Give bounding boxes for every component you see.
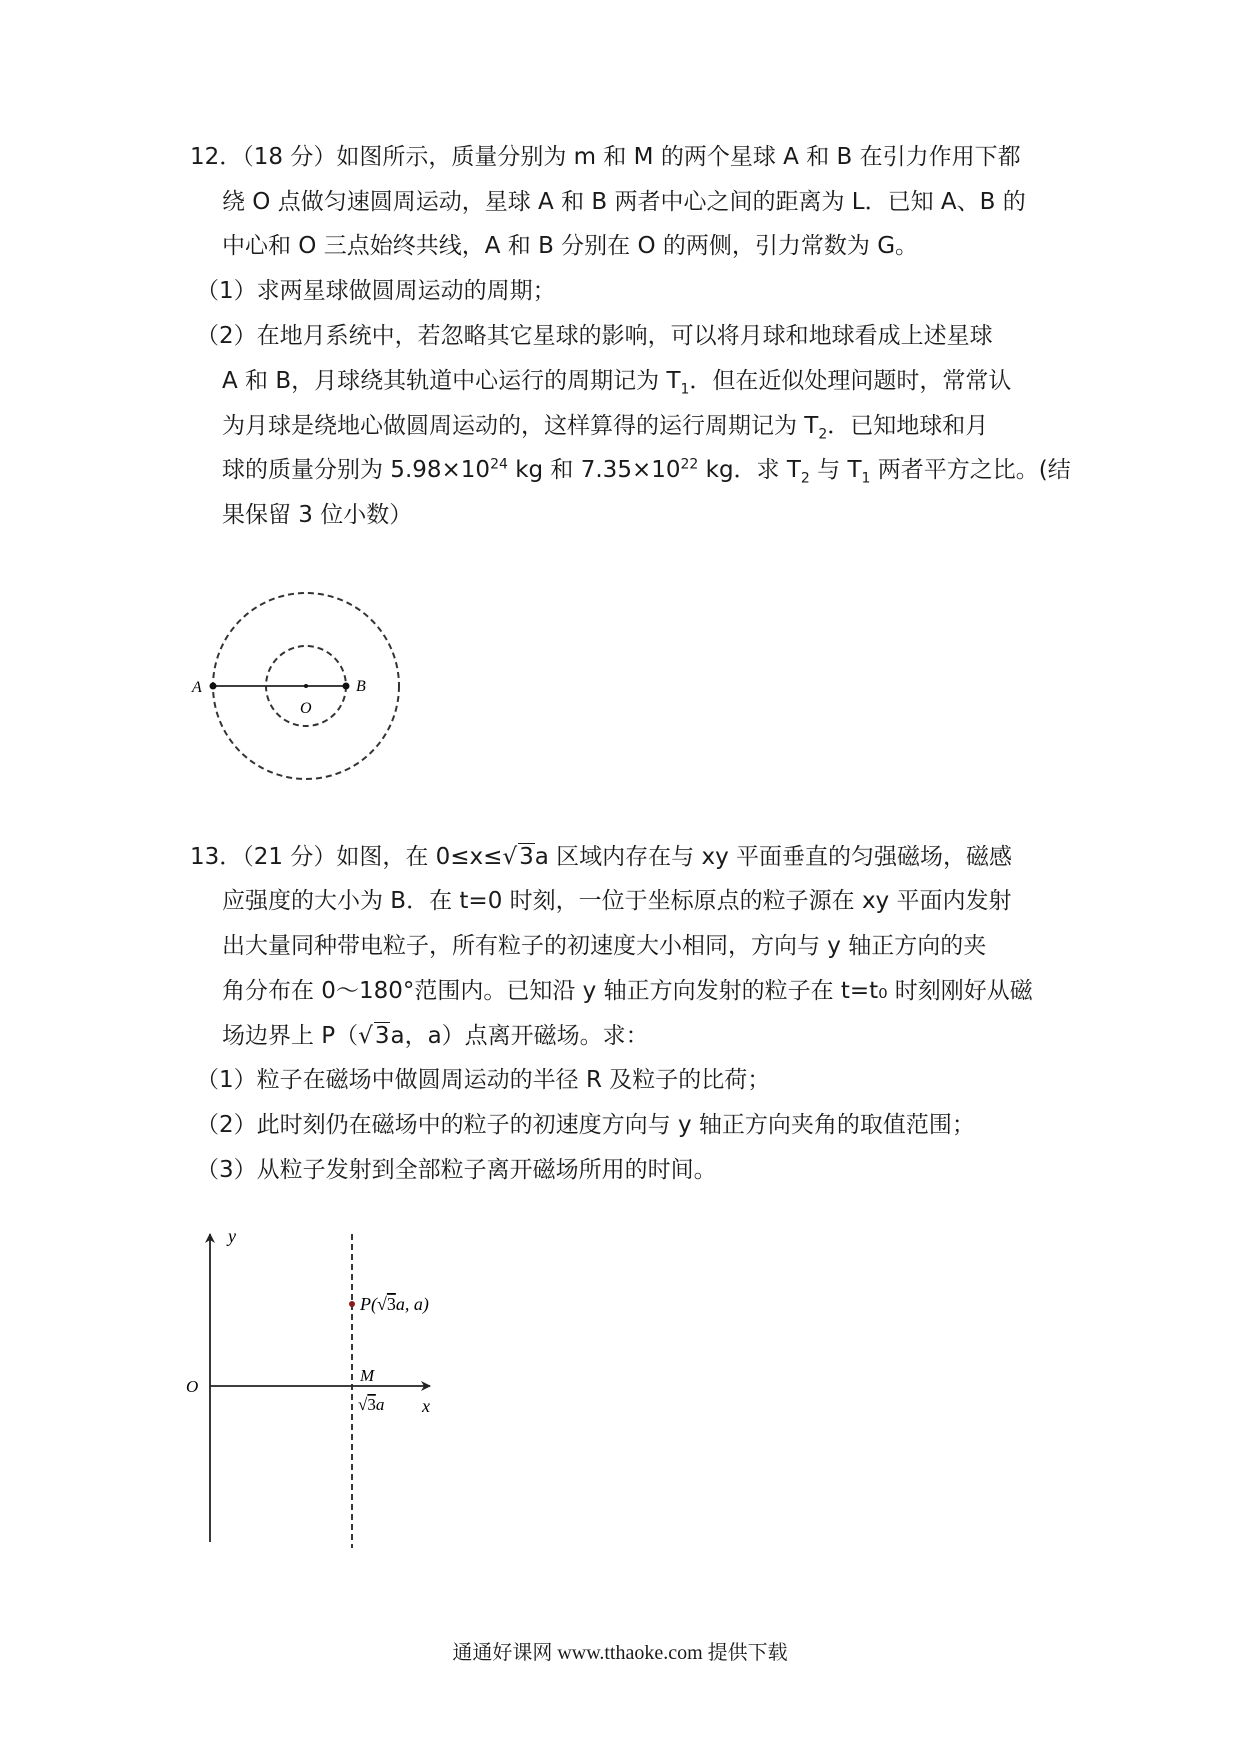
subscript: 2 — [800, 470, 810, 487]
center-o-dot — [304, 684, 308, 688]
q13-line-4: 角分布在 0～180°范围内。已知沿 y 轴正方向发射的粒子在 t=t₀ 时刻刚好从磁 — [222, 978, 1033, 1004]
q12-line-2: 绕 O 点做匀速圆周运动，星球 A 和 B 两者中心之间的距离为 L．已知 A、B 的 — [222, 189, 1026, 215]
text-run: 为月球是绕地心做圆周运动的，这样算得的运行周期记为 T — [222, 413, 819, 439]
text-run: a 区域内存在与 xy 平面垂直的匀强磁场，磁感 — [534, 844, 1012, 870]
label-p-prefix: P( — [360, 1294, 377, 1314]
q12-part-2-line-2 — [222, 366, 1011, 396]
subscript: 1 — [861, 470, 871, 487]
field-figure — [180, 1220, 500, 1560]
label-o: O — [300, 700, 312, 717]
label-m: M — [360, 1366, 375, 1385]
label-p — [359, 1294, 429, 1315]
label-p-radicand: 3 — [386, 1294, 396, 1314]
q13-line-5 — [222, 1021, 649, 1051]
footer-source: 通通好课网 www.tthaoke.com 提供下载 — [452, 1642, 788, 1664]
q12-part-2-line-1: （2）在地月系统中，若忽略其它星球的影响，可以将月球和地球看成上述星球 — [196, 323, 993, 349]
q12-line-1: 12．（18 分）如图所示，质量分别为 m 和 M 的两个星球 A 和 B 在引力作用下都 — [190, 144, 1021, 170]
q13-line-3: 出大量同种带电粒子，所有粒子的初速度大小相同，方向与 y 轴正方向的夹 — [222, 933, 987, 959]
radicand: 3 — [374, 1023, 390, 1049]
text-run: 两者平方之比。(结 — [870, 457, 1071, 483]
q13-line-1 — [190, 842, 1012, 872]
subscript: 1 — [680, 381, 690, 398]
q12-part-1: （1）求两星球做圆周运动的周期； — [196, 278, 556, 304]
q13-part-3: （3）从粒子发射到全部粒子离开磁场所用的时间。 — [196, 1157, 717, 1183]
label-y: y — [228, 1226, 236, 1246]
point-p — [349, 1301, 355, 1307]
text-run: 场边界上 P（ — [222, 1023, 359, 1049]
q12-part-2-line-5: 果保留 3 位小数） — [222, 502, 413, 528]
label-o: O — [186, 1377, 199, 1396]
sqrt-expression: √3 — [502, 844, 534, 870]
label-boundary-radicand: 3 — [367, 1395, 376, 1414]
text-run: ．已知地球和月 — [827, 413, 989, 439]
text-run: A 和 B，月球绕其轨道中心运行的周期记为 T — [222, 368, 681, 394]
q13-part-2: （2）此时刻仍在磁场中的粒子的初速度方向与 y 轴正方向夹角的取值范围； — [196, 1112, 975, 1138]
label-a: A — [192, 679, 202, 696]
label-boundary — [358, 1395, 384, 1414]
text-run: 与 T — [809, 457, 862, 483]
q12-part-2-line-4 — [222, 455, 1071, 485]
label-x: x — [422, 1396, 430, 1416]
text-run: ．但在近似处理问题时，常常认 — [689, 368, 1012, 394]
label-b: B — [356, 678, 366, 695]
text-run: a，a）点离开磁场。求： — [390, 1023, 649, 1049]
text-run: 球的质量分别为 5.98×10 — [222, 457, 491, 483]
q12-line-3: 中心和 O 三点始终共线，A 和 B 分别在 O 的两侧，引力常数为 G。 — [222, 233, 919, 259]
star-a-dot — [210, 683, 217, 690]
label-boundary-radical: √ — [358, 1395, 368, 1414]
star-b-dot — [343, 683, 350, 690]
q13-part-1: （1）粒子在磁场中做圆周运动的半径 R 及粒子的比荷； — [196, 1067, 771, 1093]
sqrt-expression: √3 — [358, 1023, 390, 1049]
orbit-figure — [180, 590, 420, 810]
text-run: kg 和 7.35×10 — [507, 457, 681, 483]
text-run: 13．（21 分）如图，在 0≤x≤ — [190, 844, 503, 870]
label-p-suffix: a, a) — [395, 1294, 429, 1314]
superscript: 22 — [680, 456, 699, 473]
superscript: 24 — [490, 456, 508, 473]
text-run: kg．求 T — [698, 457, 801, 483]
q13-line-2: 应强度的大小为 B．在 t=0 时刻，一位于坐标原点的粒子源在 xy 平面内发射 — [222, 888, 1012, 914]
label-boundary-suffix: a — [375, 1395, 385, 1414]
radicand: 3 — [519, 844, 534, 870]
label-p-radical: √ — [377, 1294, 387, 1314]
subscript: 2 — [818, 426, 828, 443]
q12-part-2-line-3 — [222, 411, 988, 441]
